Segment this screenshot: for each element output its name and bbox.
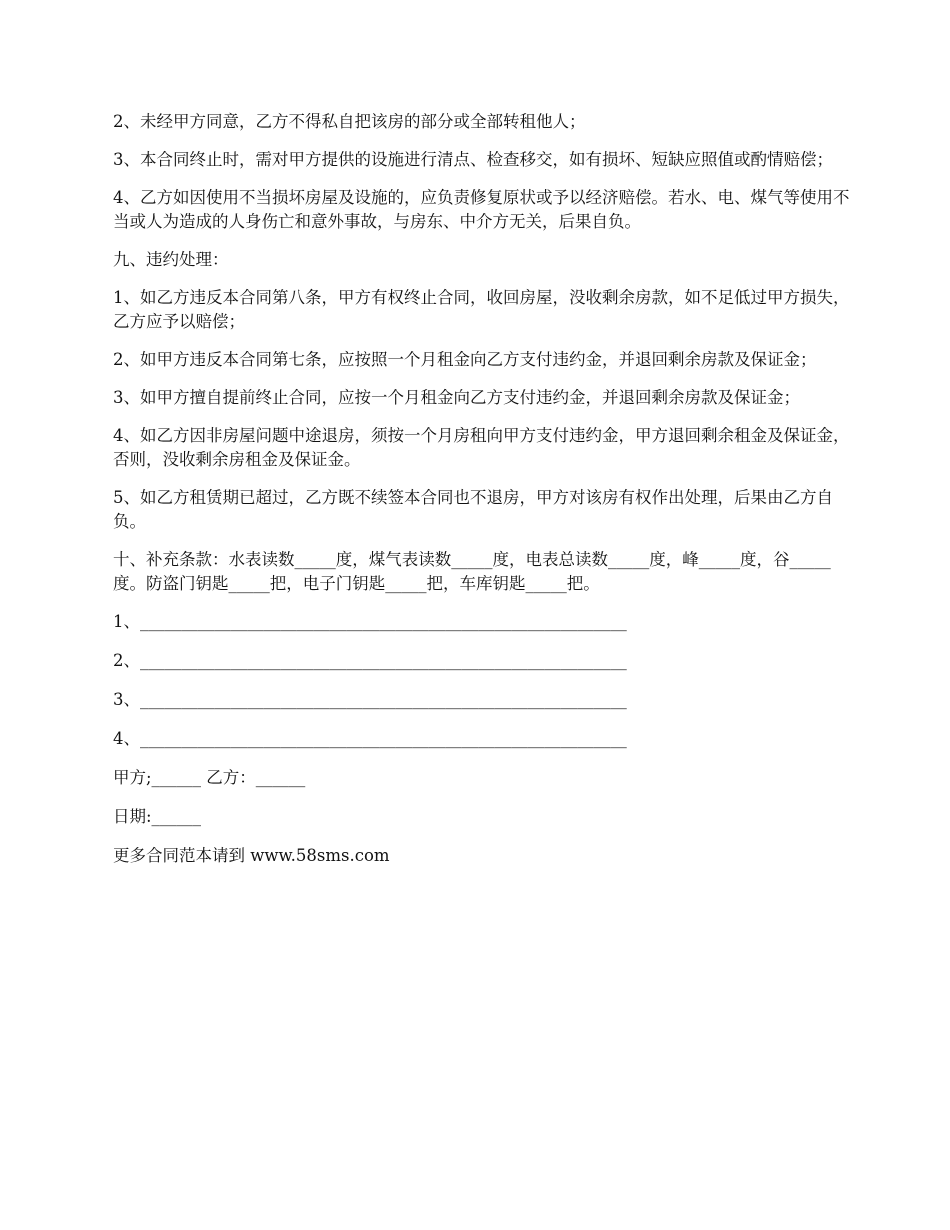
clause-8-2: 2、未经甲方同意，乙方不得私自把该房的部分或全部转租他人； [113, 112, 586, 131]
blank-item-1: 1、___________________________________________________________ [113, 612, 627, 631]
clause-9-4: 4、如乙方因非房屋问题中途退房，须按一个月房租向甲方支付违约金，甲方退回剩余租金及保证金，否则，没收剩余房租金及保证金。 [113, 426, 850, 469]
clause-9-3: 3、如甲方擅自提前终止合同，应按一个月租金向乙方支付违约金，并退回剩余房款及保证金； [113, 388, 800, 407]
document-body [113, 110, 853, 883]
section-heading-breach: 九、违约处理： [113, 250, 229, 269]
section-supplementary-terms: 十、补充条款：水表读数_____度，煤气表读数_____度，电表总读数_____度，峰_____度，谷_____度。防盗门钥匙_____把，电子门钥匙_____把，车库钥匙_____把。 [113, 550, 831, 593]
blank-item-3: 3、___________________________________________________________ [113, 690, 627, 709]
clause-9-1: 1、如乙方违反本合同第八条，甲方有权终止合同，收回房屋，没收剩余房款，如不足低过甲方损失，乙方应予以赔偿； [113, 288, 850, 331]
clause-8-4: 4、乙方如因使用不当损坏房屋及设施的，应负责修复原状或予以经济赔偿。若水、电、煤气等使用不当或人为造成的人身伤亡和意外事故，与房东、中介方无关，后果自负。 [113, 188, 850, 231]
date-line: 日期:______ [113, 807, 202, 826]
footer-link-text: 更多合同范本请到 www.58sms.com [113, 846, 390, 865]
clause-8-3: 3、本合同终止时，需对甲方提供的设施进行清点、检查移交，如有损坏、短缺应照值或酌情赔偿； [113, 150, 833, 169]
clause-9-2: 2、如甲方违反本合同第七条，应按照一个月租金向乙方支付违约金，并退回剩余房款及保证金； [113, 350, 817, 369]
clause-9-5: 5、如乙方租赁期已超过，乙方既不续签本合同也不退房，甲方对该房有权作出处理，后果由乙方自负。 [113, 488, 833, 531]
blank-item-4: 4、___________________________________________________________ [113, 729, 627, 748]
signature-line: 甲方;______ 乙方：______ [113, 768, 306, 787]
blank-item-2: 2、___________________________________________________________ [113, 651, 627, 670]
